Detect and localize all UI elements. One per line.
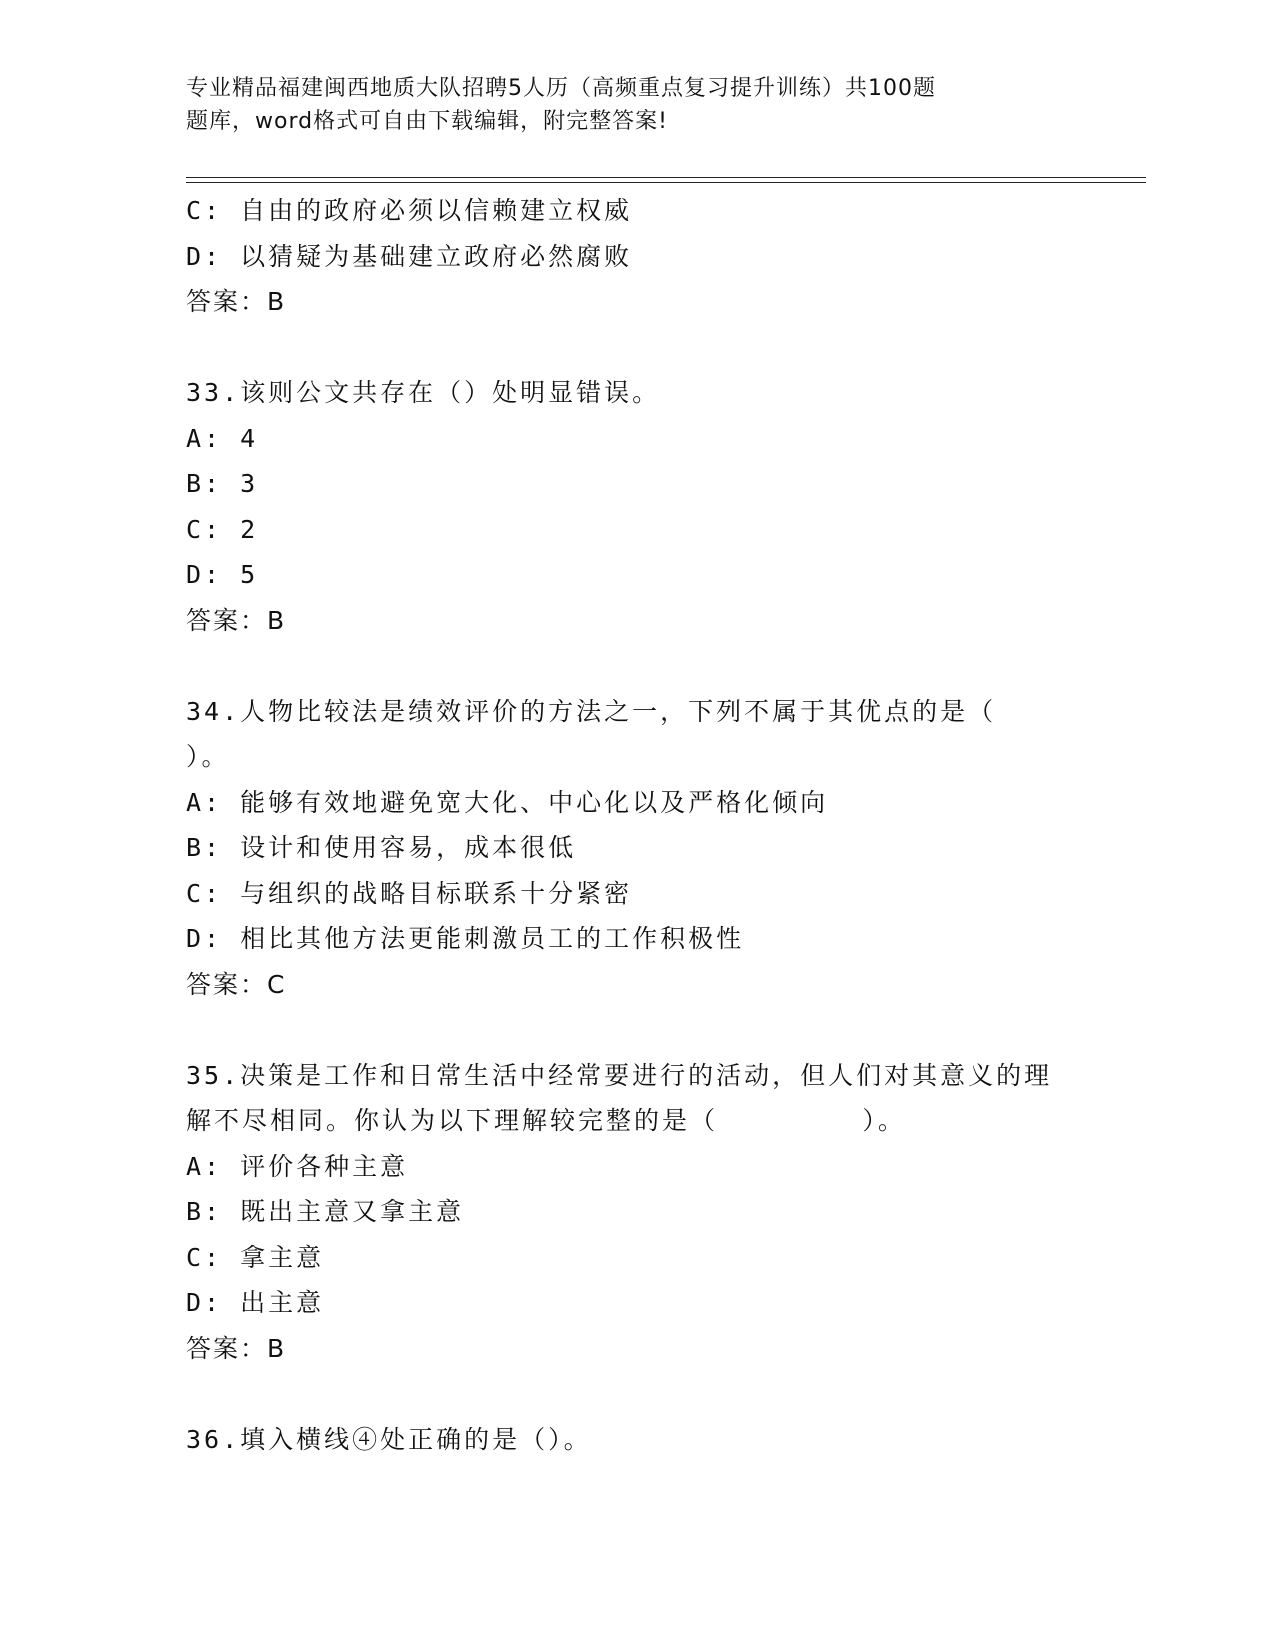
option-a: A: 能够有效地避免宽大化、中心化以及严格化倾向 <box>186 787 829 817</box>
header-line-1: 专业精品福建闽西地质大队招聘5人历（高频重点复习提升训练）共100题 <box>186 76 936 101</box>
question-34 <box>186 689 1146 1008</box>
answer-line: 答案：B <box>186 287 287 316</box>
question-stem: 35.决策是工作和日常生活中经常要进行的活动，但人们对其意义的理 <box>186 1060 1053 1090</box>
spacer <box>186 1007 1146 1053</box>
question-33 <box>186 370 1146 643</box>
option-d: D: 相比其他方法更能刺激员工的工作积极性 <box>186 924 745 953</box>
question-36 <box>186 1417 1146 1463</box>
answer-line: 答案：B <box>186 1333 287 1363</box>
header-divider-bottom <box>186 182 1146 183</box>
option-a: A: 评价各种主意 <box>186 1151 409 1181</box>
question-list <box>186 188 1146 1462</box>
option-b: B: 设计和使用容易，成本很低 <box>186 833 577 862</box>
option-b: B: 3 <box>186 469 259 498</box>
answer-line: 答案：C <box>186 969 287 999</box>
question-stem: 36.填入横线④处正确的是（）。 <box>186 1424 592 1454</box>
answer-line: 答案：B <box>186 605 287 635</box>
question-stem: 34.人物比较法是绩效评价的方法之一，下列不属于其优点的是（ <box>186 696 997 726</box>
option-b: B: 既出主意又拿主意 <box>186 1197 465 1226</box>
option-d: D: 以猜疑为基础建立政府必然腐败 <box>186 241 633 271</box>
question-stem-continued: 解不尽相同。你认为以下理解较完整的是（ ）。 <box>186 1106 906 1135</box>
header-divider-top <box>186 177 1146 178</box>
question-32-tail <box>186 188 1146 325</box>
option-c: C: 自由的政府必须以信赖建立权威 <box>186 196 633 225</box>
spacer <box>186 1371 1146 1417</box>
question-stem-continued: ）。 <box>186 742 230 771</box>
question-35 <box>186 1053 1146 1372</box>
option-c: C: 与组织的战略目标联系十分紧密 <box>186 878 633 908</box>
option-c: C: 2 <box>186 514 259 544</box>
question-stem: 33.该则公文共存在（）处明显错误。 <box>186 378 661 407</box>
option-d: D: 5 <box>186 560 259 589</box>
option-d: D: 出主意 <box>186 1288 325 1317</box>
spacer <box>186 325 1146 371</box>
document-header <box>186 72 1036 138</box>
header-line-2: 题库，word格式可自由下载编辑，附完整答案! <box>186 109 668 134</box>
option-c: C: 拿主意 <box>186 1242 325 1272</box>
option-a: A: 4 <box>186 423 259 453</box>
spacer <box>186 643 1146 689</box>
